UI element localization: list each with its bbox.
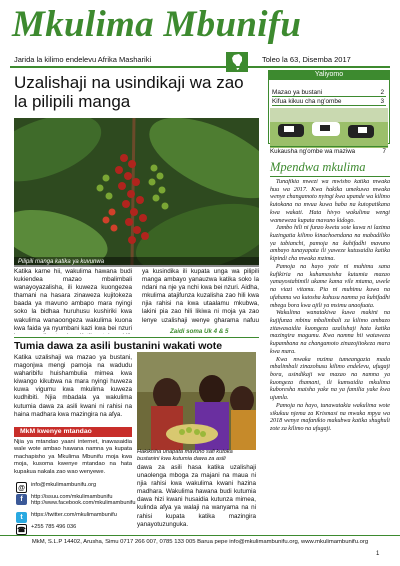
editorial-paragraph: Wakulima wanatakiwa kuwa makini na kujifunza mbinu mbalimbali za kilimo ambazo zitawasaidia kuongeza uzalishaji hata katika mazingira magumu. Kwa namna hii wataweza kupambana na changamoto zinazojitokeza mara kwa mara. [270,310,390,355]
toc-item-page: 3 [380,98,384,105]
contact-web: http://issuu.com/mkulimambunifu http://www.facebook.com/mkulimambunifu [31,494,136,506]
contact-twitter: https://twitter.com/mkulimambunifu [31,512,117,518]
women-harvest-photo [137,352,256,450]
toc-item[interactable] [272,88,386,97]
page-number: 1 [376,551,380,557]
contact-email-row[interactable] [14,482,132,493]
issue-line: Toleo la 63, Disemba 2017 [262,55,351,64]
contact-twitter-row[interactable] [14,512,132,523]
contact-phone: +255 785 496 036 [31,524,77,530]
masthead-divider [10,66,390,68]
masthead-title: Mkulima Mbunifu [12,4,302,45]
contact-web-row[interactable] [14,494,136,508]
toc-item-page: 2 [380,89,384,96]
blog-icon: f [16,494,27,505]
second-photo-caption: Hakikisha unapata mavuno safi kutoka bustanini kwa kutumia dawa za asili [137,449,233,462]
email-icon: @ [16,482,27,493]
footer-contact: MkM, S.L.P 14402, Arusha, Simu 0717 266 007, 0785 133 005 Barua pepe info@mkulimambunifu.org, www.mkulimambunifu.org [31,539,369,545]
pepper-plant-photo [14,118,259,265]
toc-image-page: 7 [382,148,386,155]
phone-icon: ☎ [16,524,27,535]
story-divider [14,337,259,338]
editorial-paragraph: Kwa mwaka mzima tumeangazia mada mbalimbali zinazohusu kilimo endelevu, ufugaji bora, usindikaji wa mazao na namna ya kuongeza thamani, ili kumsaidia mkulima kuboresha maisha yake na ya familia yake kwa ujumla. [270,356,390,402]
editorial-body [270,179,390,540]
toc-image-caption[interactable] [270,146,388,155]
editorial-paragraph: Jambo hili ni funzo kwetu sote kuwa ni lazima kuzingatia kilimo kinachoendana na mabadiliko ya tabianchi, pamoja na kuhifadhi mavuno ambayo tunayapata ili yaweze kutusaidia katika kipindi cha mwaka mzima. [270,225,390,263]
editorial-paragraph: Pamoja na hayo, tunawatakia wakulima wote sikukuu njema za Krismasi na mwaka mpya wa 2018 wenye mafanikio makubwa katika shughuli zote za kilimo na ufugaji. [270,402,390,432]
second-story-column-1: Katika uzalishaji wa mazao ya bustani, magonjwa mengi pamoja na wadudu waharibifu huishambulia mimea kwa kiwango kikubwa na mara nyingi huweza kuwa vigumu kwa mkulima kuweza kudhibiti. Njia mbadala ya wakulima kutumia dawa za asili kwani ni rahisi na haina madhara kwa mazingira na afya. [14,354,132,418]
contact-phone-row[interactable] [14,524,132,535]
twitter-icon: t [16,512,27,523]
editorial-paragraph: Tunafikia mwezi wa mwisho katika mwaka huu wa 2017. Kwa hakika umekuwa mwaka wenye changamoto nyingi kwa upande wa kilimo kutokana na mvua kuwa haba na kutopatikana kwa wakati. Hata hivyo wakulima wengi wameweza kupata mavuno kidogo. [270,179,390,224]
lead-headline: Uzalishaji na usindikaji wa zao la pilipili manga [14,73,244,111]
footer-divider [0,535,400,536]
contents-heading: Yaliyomo [268,70,390,80]
dairy-cows-photo [270,108,388,148]
contact-email: info@mkulimambunifu.org [31,482,97,488]
contact-description: Njia ya mtandao yaani internet, inawasaidia wale wote ambao hawana namna ya kupata machapisho ya Mkulima Mbunifu moja kwa moja, kusoma kwenye mtandao na hata kupakua nakala zao wao wenyewe. [14,439,132,475]
lead-story-column-2: ya kusindika ili kupata unga wa pilipili manga ambayo yanauzwa katika soko la ndani na nje ya nchi kwa bei nzuri. Aidha, mkulima atajifunza kuzalisha zao hili kwa njia rahisi na kwa utaalamu mkubwa, lakini pia zao hili likiwa ni moja ya zao lenye uzalishaji wenye gharama nafuu [142,268,259,324]
editorial-paragraph: Pamoja na hayo yote ni muhimu sana kufikiria na kuhamasisha kutumia mazao yanayostahimili ukame kama vile mtama, uwele na viazi vitamu. Pia ni muhimu kuwa na ufahamu wa kutosha kuhusu namna ya kuhifadhi mbegu bora kwa ajili ya msimu unaofuata. [270,263,390,309]
toc-image-label: Kukausha ng'ombe wa maziwa [270,148,356,155]
lead-story-column-1: Katika karne hii, wakulima hawana budi kukiendea mazao mbalimbali wanayoyazalisha, ili kuweza kuongezea thamani na hasara zinaweza kujitokeza baada ya mavuno ambapo mara nyingi soko la bidhaa huruhusu kushiriki kwa wakulima wanaoongeza wakulima kuona kwa faida ya nyumbani kazi kwa bei nzuri [14,268,132,332]
editorial-divider [270,176,390,177]
lead-photo-caption: Pilipili manga katika ya kuvunwa [14,257,259,267]
second-story-column-2: dawa za asili hasa katika uzalishaji unaolenga mboga za majani na maua ni njia rahisi kwa wakulima kwani hazina madhara. Wakulima hawana budi kutumia dawa hizi kwani husaidia kutunza mimea, kulinda afya ya walaji na wanyama na ni rahisi kupata katika mazingira yanayotuzunguka. [137,464,256,528]
contact-heading: MkM kwenye mtandao [14,427,132,437]
africa-map-logo-icon [226,52,248,72]
toc-item-label: Mazao ya bustani [272,89,323,96]
continued-link[interactable]: Zaidi soma Uk 4 & 5 [170,328,229,335]
second-headline: Tumia dawa za asili bustanini wakati wote [14,340,223,352]
editorial-heading: Mpendwa mkulima [270,160,366,174]
masthead-subtitle: Jarida la kilimo endelevu Afrika Mashariki [14,55,152,64]
toc-item-label: Kifua kikuu cha ng'ombe [272,98,342,105]
toc-item[interactable] [272,97,386,106]
